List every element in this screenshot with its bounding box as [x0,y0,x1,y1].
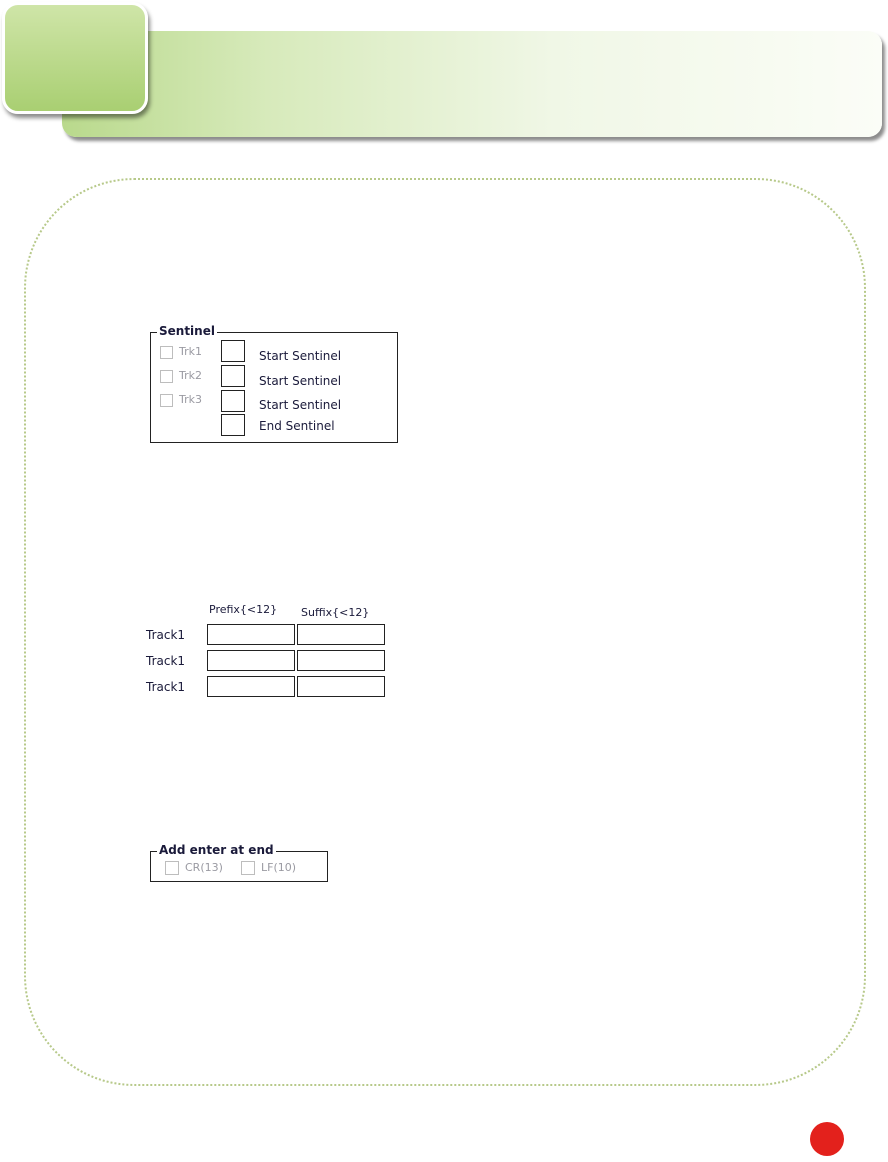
track1-row-2-label: Track1 [146,654,186,668]
prefix-field-row-1[interactable] [207,624,295,645]
lf-checkbox[interactable] [241,861,255,875]
trk3-label: Trk3 [179,393,202,406]
checkbox-icon [160,394,173,407]
trk1-label: Trk1 [179,345,202,358]
start-sentinel-3-label: Start Sentinel [259,398,342,412]
sentinel-legend: Sentinel [159,324,215,338]
start-sentinel-1-label: Start Sentinel [259,349,342,363]
header-banner [62,31,882,137]
end-sentinel-field[interactable] [221,414,245,436]
trk1-checkbox[interactable] [160,345,202,359]
start-sentinel-1-field[interactable] [221,340,245,362]
start-sentinel-2-field[interactable] [221,365,245,387]
header-tab [2,2,148,114]
add-enter-group [150,843,328,882]
checkbox-icon [160,370,173,383]
shc-logo [810,1122,844,1156]
track1-row-3-label: Track1 [146,680,186,694]
lf-label: LF(10) [261,861,297,874]
suffix-header: Suffix{<12} [301,606,370,619]
cr-checkbox[interactable] [165,861,179,875]
sentinel-group [150,324,398,443]
track1-row-1-label: Track1 [146,628,186,642]
prefix-field-row-3[interactable] [207,676,295,697]
suffix-field-row-1[interactable] [297,624,385,645]
start-sentinel-2-label: Start Sentinel [259,374,342,388]
cr-label: CR(13) [185,861,223,874]
start-sentinel-3-field[interactable] [221,390,245,412]
prefix-field-row-2[interactable] [207,650,295,671]
prefix-header: Prefix{<12} [209,603,278,616]
trk2-label: Trk2 [179,369,202,382]
end-sentinel-label: End Sentinel [259,419,335,433]
suffix-field-row-2[interactable] [297,650,385,671]
add-enter-legend: Add enter at end [159,843,274,857]
trk3-checkbox[interactable] [160,393,202,407]
suffix-field-row-3[interactable] [297,676,385,697]
checkbox-icon [160,346,173,359]
trk2-checkbox[interactable] [160,369,202,383]
